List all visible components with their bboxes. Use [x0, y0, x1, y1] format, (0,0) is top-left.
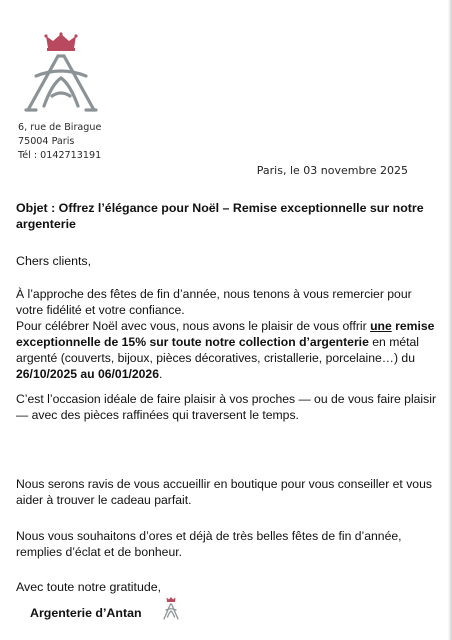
monogram-icon: [26, 56, 96, 110]
paragraph-offer-lead: Pour célébrer Noël avec vous, nous avons le plaisir de vous offrir: [16, 319, 371, 333]
signature: Argenterie d’Antan: [30, 606, 142, 620]
closing-line: Avec toute notre gratitude,: [16, 580, 162, 594]
paragraph-boutique: Nous serons ravis de vous accueillir en boutique pour vous conseiller et vous aider à trouver le cadeau parfait.: [16, 477, 432, 507]
salutation: Chers clients,: [16, 254, 92, 268]
paragraph-offer-end: .: [159, 367, 163, 381]
letter-date: Paris, le 03 novembre 2025: [256, 164, 408, 177]
address-line-phone: Tél : 0142713191: [18, 150, 102, 161]
paragraph-offer-mid: en métal argenté (couverts, bijoux, pièces décoratives, cristallerie, porcelaine…) du: [16, 335, 419, 365]
paragraph-offer-intro: À l’approche des fêtes de fin d’année, nous tenons à vous remercier pour votre fidélité et votre confiance.: [16, 287, 412, 317]
paragraph-wishes: Nous vous souhaitons d’ores et déjà de très belles fêtes de fin d’année, remplies d’éclat et de bonheur.: [16, 529, 402, 559]
crown-icon: [44, 32, 77, 51]
offer-highlight-underlined: une: [370, 319, 392, 333]
address-line-street: 6, rue de Birague: [18, 122, 102, 133]
offer-dates: 26/10/2025 au 06/01/2026: [16, 367, 159, 381]
paragraph-offer: [16, 286, 440, 382]
offer-highlight-text: remise exceptionnelle de 15% sur toute notre collection d’argenterie: [16, 319, 435, 349]
address-line-city: 75004 Paris: [18, 136, 75, 147]
signature-monogram-icon: [162, 596, 180, 620]
crown-monogram-logo: [22, 32, 100, 116]
letter-subject: Objet : Offrez l’élégance pour Noël – Remise exceptionnelle sur notre argenterie: [16, 201, 424, 231]
paragraph-occasion: C’est l’occasion idéale de faire plaisir à vos proches — ou de vous faire plaisir — avec des pièces raffinées qui traversent le temps.: [16, 392, 436, 422]
page-edge-shadow: [448, 0, 452, 640]
letterhead-address: [18, 121, 101, 163]
